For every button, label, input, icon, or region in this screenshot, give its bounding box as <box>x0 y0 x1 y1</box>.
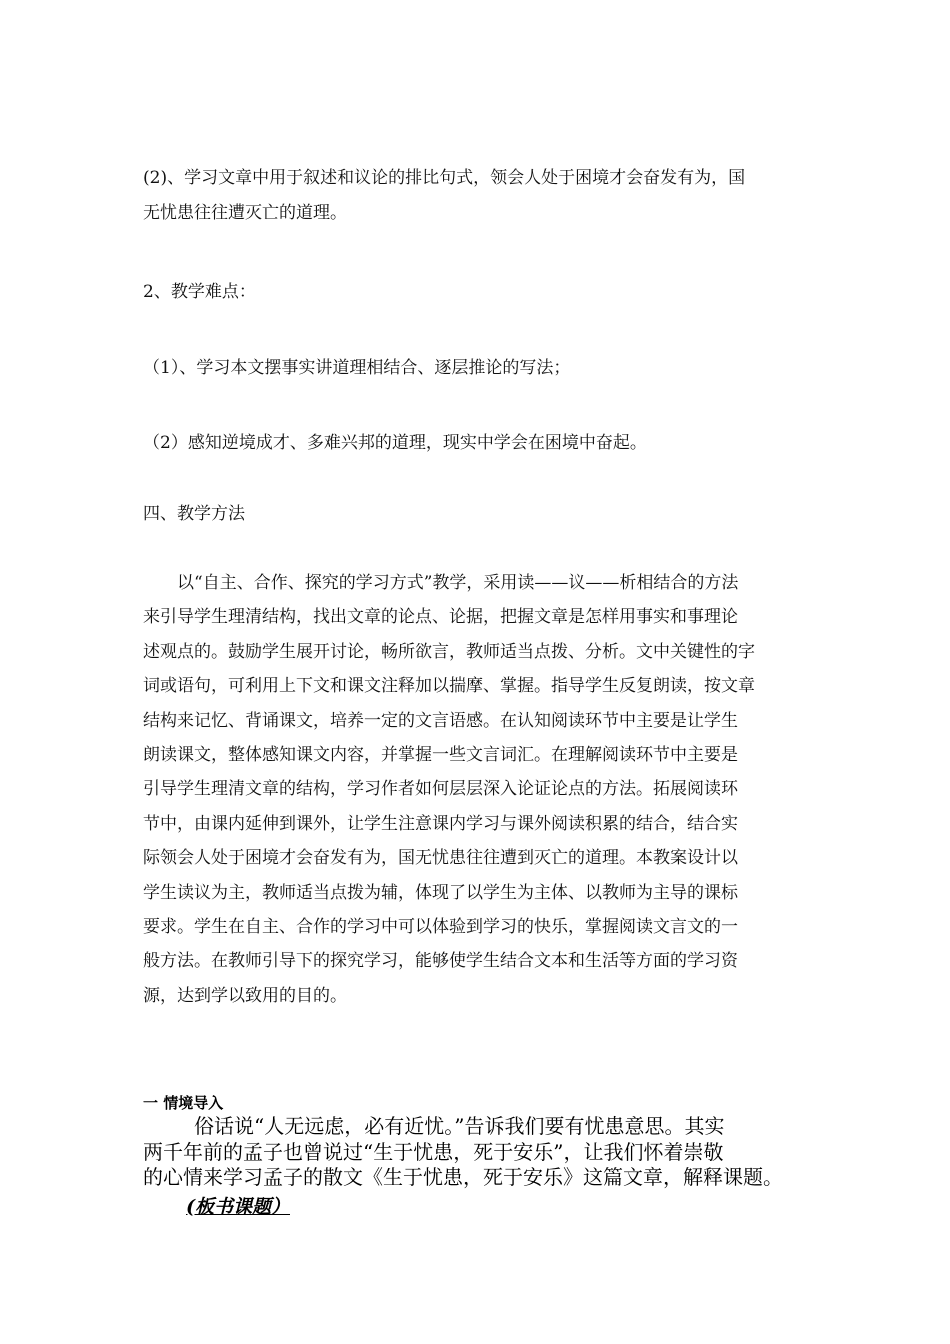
difficulty-item-2: （2）感知逆境成才、多难兴邦的道理，现实中学会在困境中奋起。 <box>143 433 647 453</box>
method-line: 学生读议为主，教师适当点拨为辅，体现了以学生为主体、以教师为主导的课标 <box>143 882 738 903</box>
difficulty-item-1: （1）、学习本文摆事实讲道理相结合、逐层推论的写法； <box>143 358 571 378</box>
method-line: 朗读课文，整体感知课文内容，并掌握一些文言词汇。在理解阅读环节中主要是 <box>143 745 738 766</box>
method-line: 结构来记忆、背诵课文，培养一定的文言语感。在认知阅读环节中主要是让学生 <box>143 710 738 731</box>
method-line: 源，达到学以致用的目的。 <box>143 985 347 1006</box>
method-line: 际领会人处于困境才会奋发有为，国无忧患往往遭到灭亡的道理。本教案设计以 <box>143 848 738 869</box>
intro-line: 俗话说“人无远虑，必有近忧。”告诉我们要有忧患意思。其实 <box>194 1114 725 1138</box>
method-line: 节中，由课内延伸到课外，让学生注意课内学习与课外阅读积累的结合，结合实 <box>143 813 738 834</box>
goal-item-2-line-1: (2)、学习文章中用于叙述和议论的排比句式，领会人处于困境才会奋发有为，国 <box>143 168 746 188</box>
board-note: (板书课题） <box>186 1196 290 1218</box>
method-line: 般方法。在教师引导下的探究学习，能够使学生结合文本和生活等方面的学习资 <box>143 951 738 972</box>
method-line: 以“自主、合作、探究的学习方式”教学，采用读——议——析相结合的方法 <box>177 573 739 593</box>
method-line: 词或语句，可利用上下文和课文注释加以揣摩、掌握。指导学生反复朗读，按文章 <box>143 676 755 697</box>
method-line: 要求。学生在自主、合作的学习中可以体验到学习的快乐，掌握阅读文言文的一 <box>143 917 738 938</box>
intro-paragraph <box>143 1114 833 1191</box>
section-heading: 一 情境导入 <box>143 1094 224 1112</box>
goal-item-2-line-2: 无忧患往往遭灭亡的道理。 <box>143 203 347 223</box>
method-line: 述观点的。鼓励学生展开讨论，畅所欲言，教师适当点拨、分析。文中关键性的字 <box>143 641 755 662</box>
method-paragraph <box>143 566 815 1013</box>
intro-line: 两千年前的孟子也曾说过“生于忧患，死于安乐”，让我们怀着崇敬 <box>143 1139 724 1164</box>
method-heading: 四、教学方法 <box>143 504 245 524</box>
method-line: 来引导学生理清结构，找出文章的论点、论据，把握文章是怎样用事实和事理论 <box>143 607 738 628</box>
intro-line: 的心情来学习孟子的散文《生于忧患，死于安乐》这篇文章，解释课题。 <box>143 1165 783 1189</box>
difficulty-heading: 2、教学难点： <box>143 282 256 302</box>
method-line: 引导学生理清文章的结构，学习作者如何层层深入论证论点的方法。拓展阅读环 <box>143 779 738 800</box>
